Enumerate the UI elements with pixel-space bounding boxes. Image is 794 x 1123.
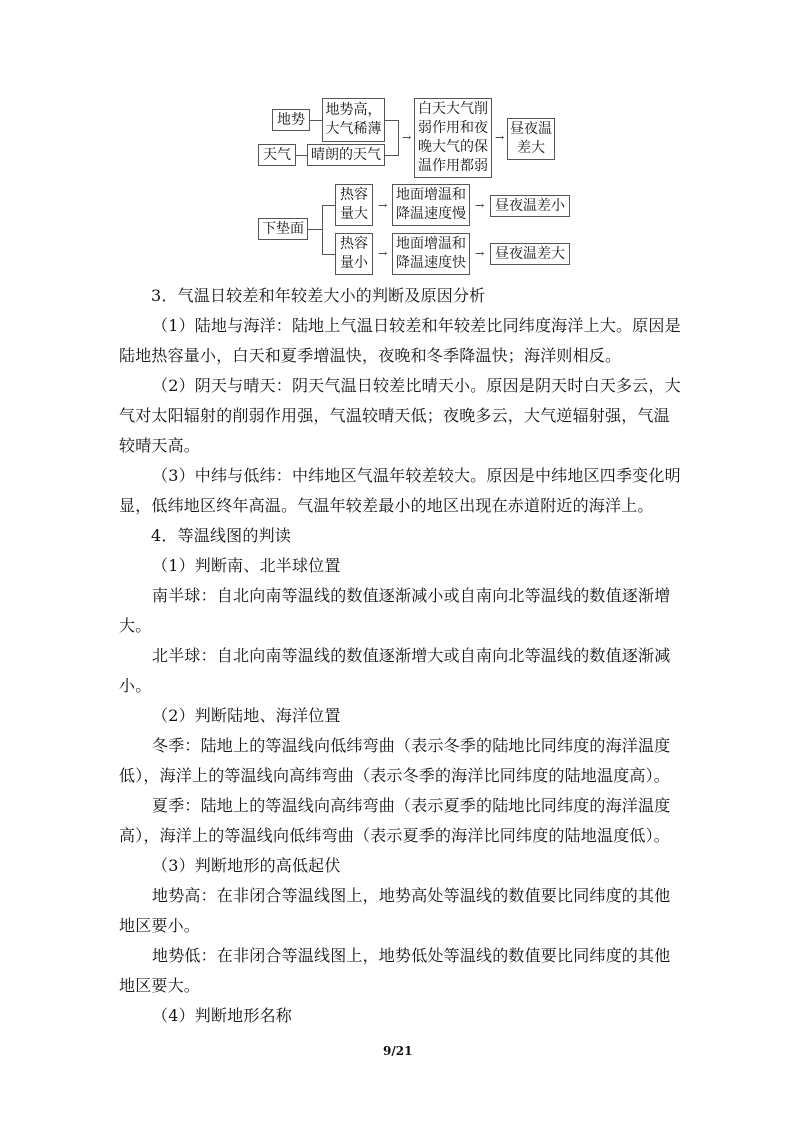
connector — [322, 205, 323, 255]
box-small-heat-capacity: 热容 量小 — [335, 233, 373, 275]
page-number: 9/21 — [383, 1044, 413, 1058]
box-small-range: 昼夜温差小 — [490, 195, 570, 217]
paragraph-cloudy-clear-l2: 气对太阳辐射的削弱作用强，气温较晴天低；夜晚多云，大气逆辐射强，气温 — [119, 406, 670, 425]
box-clear-weather: 晴朗的天气 — [307, 144, 385, 166]
paragraph-cloudy-clear-l1: （2）阴天与晴天：阴天气温日较差比晴天小。原因是阴天时白天多云，大 — [152, 376, 681, 395]
arrow-icon: → — [378, 247, 388, 260]
box-big-range: 昼夜温差大 — [490, 243, 570, 265]
paragraph-low-l2: 地区要大。 — [119, 976, 201, 995]
arrow-icon: → — [378, 199, 388, 212]
box-weather: 天气 — [258, 144, 296, 166]
arrow-icon: → — [475, 247, 485, 260]
paragraph-summer-l2: 高），海洋上的等温线向低纬弯曲（表示夏季的海洋比同纬度的陆地温度低）。 — [119, 826, 671, 845]
connector — [322, 254, 335, 255]
connector — [322, 205, 335, 206]
box-slow-change: 地面增温和 降温速度慢 — [392, 184, 470, 226]
box-high-altitude: 地势高， 大气稀薄 — [322, 98, 385, 142]
connector — [385, 120, 398, 121]
paragraph-land-sea-l2: 陆地热容量小，白天和夏季增温快，夜晚和冬季降温快；海洋则相反。 — [119, 346, 622, 365]
arrow-icon: → — [475, 199, 485, 212]
box-weak-effects: 白天大气削 弱作用和夜 晚大气的保 温作用都弱 — [414, 98, 492, 178]
section-4-title: 4．等温线图的判读 — [151, 526, 291, 545]
paragraph-low-l1: 地势低：在非闭合等温线图上，地势低处等温线的数值要比同纬度的其他 — [152, 946, 671, 965]
paragraph-high-l1: 地势高：在非闭合等温线图上，地势高处等温线的数值要比同纬度的其他 — [152, 886, 671, 905]
box-fast-change: 地面增温和 降温速度快 — [392, 233, 470, 275]
subsection-4-1: （1）判断南、北半球位置 — [152, 556, 341, 575]
paragraph-north-l1: 北半球：自北向南等温线的数值逐渐增大或自南向北等温线的数值逐渐减 — [152, 646, 671, 665]
subsection-4-2: （2）判断陆地、海洋位置 — [152, 706, 341, 725]
paragraph-south-l1: 南半球：自北向南等温线的数值逐渐减小或自南向北等温线的数值逐渐增 — [152, 586, 671, 605]
paragraph-latitude-l1: （3）中纬与低纬：中纬地区气温年较差较大。原因是中纬地区四季变化明 — [152, 466, 681, 485]
connector — [308, 229, 322, 230]
box-large-range: 昼夜温 差大 — [507, 118, 555, 160]
subsection-4-4: （4）判断地形名称 — [152, 1006, 292, 1025]
paragraph-summer-l1: 夏季：陆地上的等温线向高纬弯曲（表示夏季的陆地比同纬度的海洋温度 — [152, 796, 671, 815]
paragraph-high-l2: 地区要小。 — [119, 916, 201, 935]
section-3-title: 3．气温日较差和年较差大小的判断及原因分析 — [151, 286, 486, 305]
paragraph-winter-l1: 冬季：陆地上的等温线向低纬弯曲（表示冬季的陆地比同纬度的海洋温度 — [152, 736, 671, 755]
arrow-icon: → — [402, 131, 412, 144]
paragraph-south-l2: 大。 — [119, 616, 152, 635]
box-topography: 地势 — [272, 109, 310, 131]
paragraph-latitude-l2: 显，低纬地区终年高温。气温年较差最小的地区出现在赤道附近的海洋上。 — [119, 496, 654, 515]
arrow-icon: → — [495, 131, 505, 144]
connector — [398, 120, 399, 156]
subsection-4-3: （3）判断地形的高低起伏 — [152, 856, 341, 875]
box-large-heat-capacity: 热容 量大 — [335, 184, 373, 226]
connector — [385, 155, 398, 156]
paragraph-cloudy-clear-l3: 较晴天高。 — [119, 436, 201, 455]
paragraph-north-l2: 小。 — [119, 676, 152, 695]
paragraph-winter-l2: 低），海洋上的等温线向高纬弯曲（表示冬季的海洋比同纬度的陆地温度高）。 — [119, 766, 671, 785]
paragraph-land-sea-l1: （1）陆地与海洋：陆地上气温日较差和年较差比同纬度海洋上大。原因是 — [152, 316, 681, 335]
box-underlying-surface: 下垫面 — [258, 218, 308, 240]
